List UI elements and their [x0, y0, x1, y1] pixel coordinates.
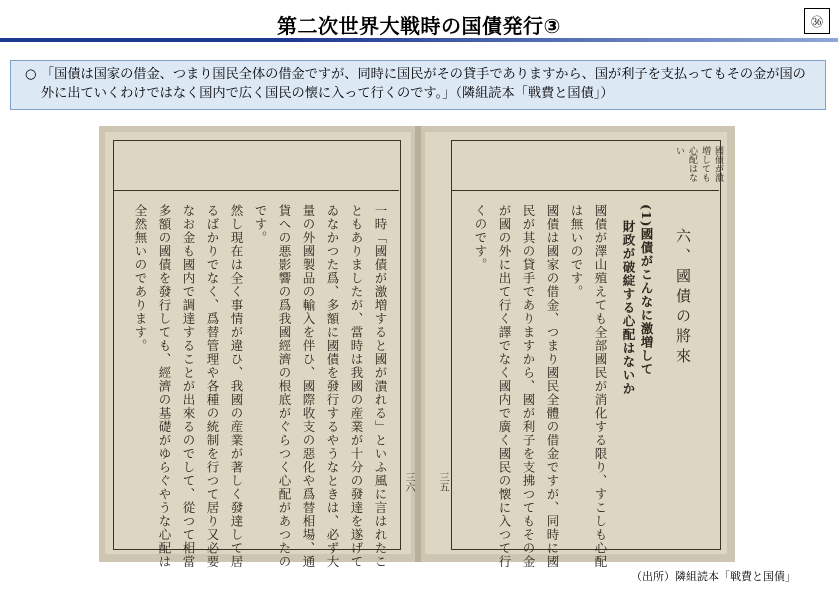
- text-column: ゐなかつた爲、多額に國債を發行するやうなときは、必ず大: [325, 204, 340, 569]
- margin-note: 國債が激増しても心配はない: [674, 146, 723, 182]
- text-column: くのです。: [473, 204, 488, 272]
- page-label-left: 三六: [403, 472, 414, 492]
- page-title: 第二次世界大戦時の国債発行③: [277, 14, 561, 38]
- left-page-body: [119, 204, 389, 569]
- section-heading-line2: 財政が破綻する心配はないか: [621, 220, 636, 396]
- text-column: です。: [253, 204, 268, 245]
- chapter-heading: 六、國債の將來: [674, 228, 692, 368]
- text-column: 全然無いのであります。: [133, 204, 148, 353]
- header-rule-left: [113, 190, 399, 191]
- header-rule-right: [451, 190, 719, 191]
- title-underline: [0, 38, 838, 42]
- quote-box: [10, 60, 826, 110]
- page-number-badge: ㊱: [804, 8, 830, 34]
- text-column: 民が其の貸手でありますから、國が利子を支拂つてもその金: [521, 204, 536, 569]
- text-column: 貨への悪影響の爲我國經濟の根底がぐらつく心配があつたの: [277, 204, 292, 569]
- source-caption: （出所）隣組読本「戦費と国債」: [631, 570, 796, 583]
- text-column: は無いのです。: [569, 204, 584, 299]
- text-column: 然し現在は全く事情が違ひ、我國の産業が著しく發達して居: [229, 204, 244, 569]
- book-scan: [99, 126, 735, 569]
- text-column: 量の外國製品の輸入を伴ひ、國際收支の惡化や爲替相場、通: [301, 204, 316, 569]
- page-label-right: 三五: [437, 472, 448, 492]
- text-column: 國債は國家の借金、つまり國民全體の借金ですが、同時に國: [545, 204, 560, 569]
- text-column: 一時「國債が激増すると國が潰れる」といふ風に言はれたこ: [373, 204, 388, 569]
- book-page-right: [425, 132, 727, 569]
- text-column: 國債が澤山殖えても全部國民が消化する限り、すこしも心配: [593, 204, 608, 569]
- text-column: が國の外に出て行く譯でなく國内で廣く國民の懐に入つて行: [497, 204, 512, 569]
- text-column: 多額の國債を發行しても、經濟の基礎がゆらぐやうな心配は: [157, 204, 172, 569]
- text-column: ともありましたが、當時は我國の産業が十分の發達を遂げて: [349, 204, 364, 569]
- section-heading: (1)國債がこんなに激増して: [639, 204, 654, 377]
- text-column: なお金も國内で調達することが出來るのでして、從つて相當: [181, 204, 196, 569]
- quote-text: 「国債は国家の借金、つまり国民全体の借金ですが、同時に国民がその貸手でありますから、国が利子を支払ってもその金が国の外に出ていくわけではなく国内で広く国民の懐に入って行くのです。」（隣組読本「戦費と国債」）: [41, 67, 806, 101]
- text-column: るばかりでなく、爲替管理や各種の統制を行つて居り又必要: [205, 204, 220, 569]
- book-gutter: [415, 126, 421, 562]
- right-page-body: [459, 204, 609, 569]
- book-page-left: [105, 132, 414, 569]
- bullet-circle-icon: ○: [25, 67, 37, 82]
